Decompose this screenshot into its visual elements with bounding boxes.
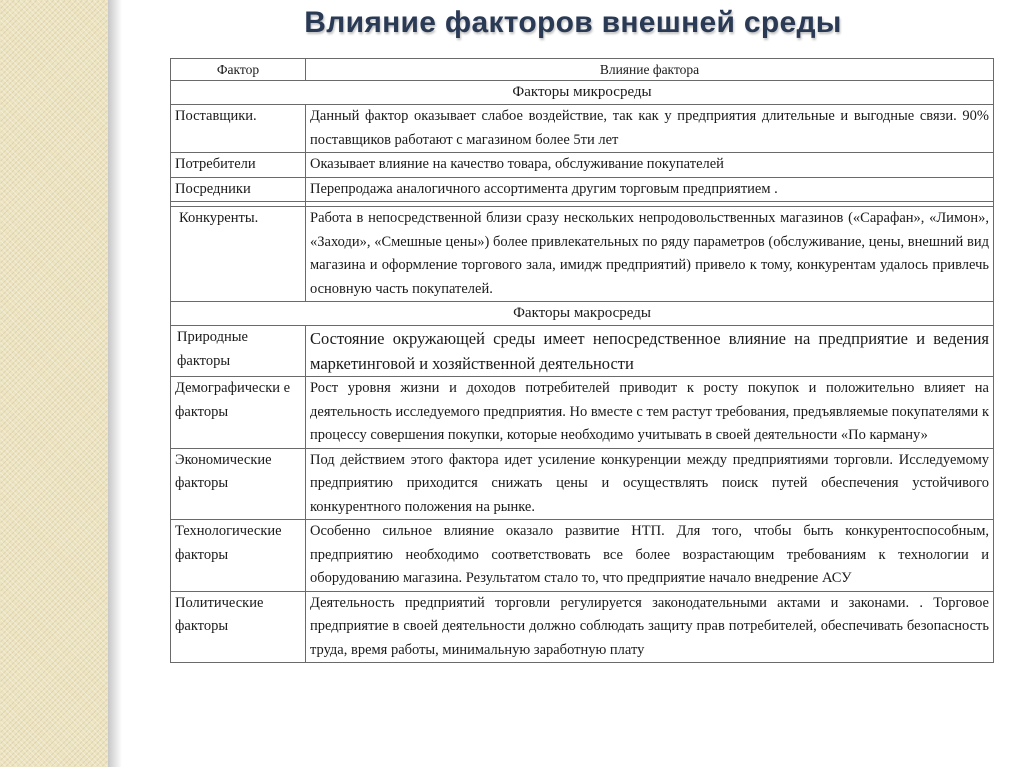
table-row bbox=[171, 591, 994, 663]
factor-cell: Политические факторы bbox=[171, 591, 306, 663]
influence-cell: Деятельность предприятий торговли регулируется законодательными актами и законами. . Торговое предприятие в своей деятельности должно соблюдать защиту прав потребителей, обеспечивать безопасность труда, время работы, минимальную заработную плату bbox=[306, 591, 994, 663]
left-band-shadow bbox=[108, 0, 122, 767]
table-row bbox=[171, 105, 994, 153]
influence-cell: Состояние окружающей среды имеет непосредственное влияние на предприятие и ведения маркетинговой и хозяйственной деятельности bbox=[306, 326, 994, 377]
factor-cell: Конкуренты. bbox=[171, 207, 306, 302]
header-factor: Фактор bbox=[171, 59, 306, 81]
table-row bbox=[171, 207, 994, 302]
page-title: Влияние факторов внешней среды bbox=[304, 6, 842, 39]
factor-cell: Поставщики. bbox=[171, 105, 306, 153]
section-row-micro bbox=[171, 81, 994, 105]
section-title-micro: Факторы микросреды bbox=[171, 81, 994, 105]
influence-cell: Рост уровня жизни и доходов потребителей приводит к росту покупок и положительно влияет на деятельность исследуемого предприятия. Но вместе с тем растут требования, предъявляемые покупателями к процессу совершения покупки, которые необходимо учитывать в своей деятельности «По карману» bbox=[306, 377, 994, 449]
table-row bbox=[171, 153, 994, 178]
table-header-row bbox=[171, 59, 994, 81]
table-row bbox=[171, 520, 994, 592]
section-row-macro bbox=[171, 302, 994, 326]
table-row bbox=[171, 448, 994, 520]
influence-cell: Данный фактор оказывает слабое воздействие, так как у предприятия длительные и выгодные связи. 90% поставщиков работают с магазином более 5ти лет bbox=[306, 105, 994, 153]
table-row bbox=[171, 177, 994, 202]
influence-cell: Оказывает влияние на качество товара, обслуживание покупателей bbox=[306, 153, 994, 178]
factor-cell: Экономические факторы bbox=[171, 448, 306, 520]
factor-cell: Посредники bbox=[171, 177, 306, 202]
influence-cell: Особенно сильное влияние оказало развитие НТП. Для того, чтобы быть конкурентоспособным, предприятию необходимо соответствовать все более возрастающим требованиям к технологии и оборудованию магазина. Результатом стало то, что предприятие начало внедрение АСУ bbox=[306, 520, 994, 592]
header-influence: Влияние фактора bbox=[306, 59, 994, 81]
section-title-macro: Факторы макросреды bbox=[171, 302, 994, 326]
decorative-left-band bbox=[0, 0, 108, 767]
influence-cell: Перепродажа аналогичного ассортимента другим торговым предприятием . bbox=[306, 177, 994, 202]
factor-cell: Природные факторы bbox=[171, 326, 306, 377]
factor-cell: Демографически е факторы bbox=[171, 377, 306, 449]
factor-cell: Потребители bbox=[171, 153, 306, 178]
table-row bbox=[171, 377, 994, 449]
influence-cell: Под действием этого фактора идет усиление конкуренции между предприятиями торговли. Исследуемому предприятию приходится снижать цены и осуществлять поиск путей обеспечения устойчивого конкурентного положения на рынке. bbox=[306, 448, 994, 520]
table-row bbox=[171, 326, 994, 377]
factor-cell: Технологические факторы bbox=[171, 520, 306, 592]
factors-table bbox=[170, 58, 994, 663]
influence-cell: Работа в непосредственной близи сразу нескольких непродовольственных магазинов («Сарафан», «Лимон», «Заходи», «Смешные цены») более привлекательных по ряду параметров (обслуживание, цены, внешний вид магазина и оформление торгового зала, имидж предприятий) привело к тому, конкурентам удалось привлечь основную часть покупателей. bbox=[306, 207, 994, 302]
